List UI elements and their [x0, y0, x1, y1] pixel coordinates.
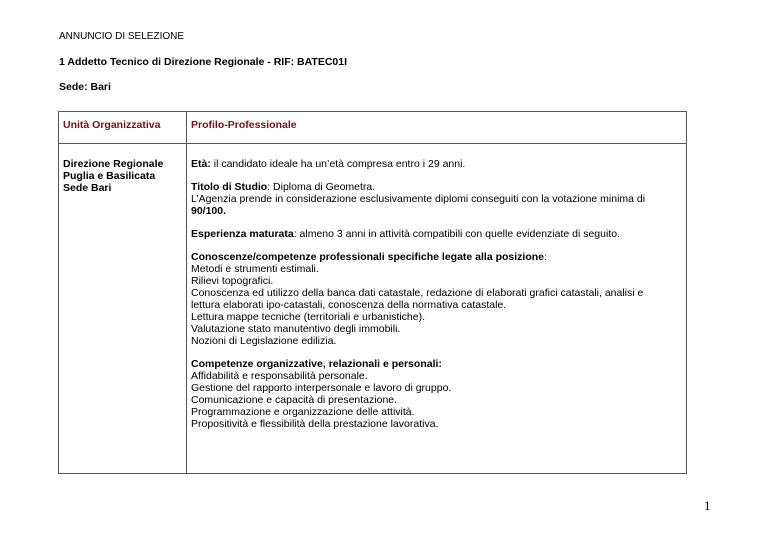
unit-line: Puglia e Basilicata [63, 170, 156, 182]
education-section [191, 181, 680, 217]
education-minimum-vote: 90/100. [191, 205, 227, 217]
experience-text: : almeno 3 anni in attività compatibili con quelle evidenziate di seguito. [293, 228, 620, 240]
list-item: Valutazione stato manutentivo degli immobili. [191, 323, 401, 335]
age-section [191, 158, 680, 170]
column-header-unit: Unità Organizzativa [59, 112, 187, 144]
unit-line: Sede Bari [63, 182, 112, 194]
list-item: lettura elaborati ipo-catastali, conoscenza della normativa catastale. [191, 299, 507, 311]
age-text: il candidato ideale ha un’età compresa entro i 29 anni. [210, 158, 466, 170]
unit-line: Direzione Regionale [63, 158, 164, 170]
knowledge-colon: : [544, 251, 547, 263]
table-header-row [59, 112, 687, 144]
page-number: 1 [704, 498, 711, 513]
announcement-heading: ANNUNCIO DI SELEZIONE [59, 31, 185, 42]
competencies-section [191, 358, 680, 430]
profile-cell [187, 144, 687, 474]
unit-cell [59, 144, 187, 474]
list-item: Programmazione e organizzazione delle attività. [191, 406, 415, 418]
list-item: Lettura mappe tecniche (territoriali e urbanistiche). [191, 311, 426, 323]
list-item: Affidabilità e responsabilità personale. [191, 370, 368, 382]
experience-label: Esperienza maturata [191, 228, 294, 240]
list-item: Gestione del rapporto interpersonale e lavoro di gruppo. [191, 382, 452, 394]
location-line: Sede: Bari [59, 81, 111, 93]
list-item: Nozioni di Legislazione edilizia. [191, 335, 337, 347]
competencies-label: Competenze organizzative, relazionali e personali: [191, 358, 442, 370]
experience-section [191, 228, 680, 240]
column-header-profile: Profilo-Professionale [187, 112, 687, 144]
profile-table [58, 111, 687, 474]
education-note: L’Agenzia prende in considerazione esclusivamente diplomi conseguiti con la votazione minima di [191, 193, 646, 205]
list-item: Comunicazione e capacità di presentazione. [191, 394, 398, 406]
position-title: 1 Addetto Tecnico di Direzione Regionale - RIF: BATEC01I [59, 56, 348, 68]
knowledge-section [191, 251, 680, 347]
list-item: Conoscenza ed utilizzo della banca dati catastale, redazione di elaborati grafici catastali, analisi e [191, 287, 644, 299]
education-text: : Diploma di Geometra. [267, 181, 376, 193]
knowledge-label: Conoscenze/competenze professionali specifiche legate alla posizione [191, 251, 545, 263]
list-item: Propositività e flessibilità della prestazione lavorativa. [191, 418, 439, 430]
table-row [59, 144, 687, 474]
list-item: Rilievi topografici. [191, 275, 274, 287]
list-item: Metodi e strumenti estimali. [191, 263, 319, 275]
education-label: Titolo di Studio [191, 181, 268, 193]
age-label: Età: [191, 158, 211, 170]
